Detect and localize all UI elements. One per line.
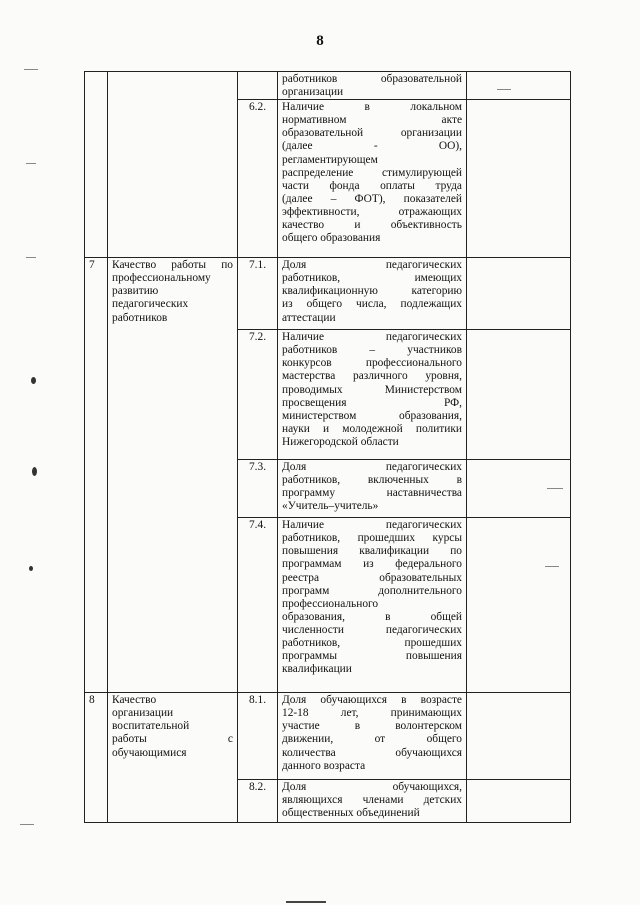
value-cell (467, 780, 571, 823)
description-line: общего образования (282, 232, 381, 245)
description-line: (далее - ОО), (282, 140, 462, 153)
description-line: работников, включенных в (282, 474, 462, 487)
sub-number: 7.4. (238, 518, 278, 693)
description-line: 12-18 лет, принимающих (282, 707, 462, 720)
description-line: регламентирующем (282, 153, 378, 166)
description-line: повышения квалификации по (282, 545, 462, 558)
indicator-line: профессиональному (112, 272, 211, 285)
page-number: 8 (316, 33, 324, 49)
description-line: работников образовательной (282, 73, 462, 85)
indicator-line: Качество работы по (112, 259, 233, 272)
description-line: науки и молодежной политики (282, 422, 462, 435)
criterion-description (278, 518, 467, 693)
description-line: организации (282, 86, 344, 99)
value-cell (467, 693, 571, 780)
value-cell (467, 72, 571, 100)
description-line: министерством образования, (282, 409, 462, 422)
indicator-line: организации (112, 707, 174, 720)
description-line: программам из федерального (282, 558, 462, 571)
description-line: эффективности, отражающих (282, 205, 462, 218)
description-line: профессионального (282, 597, 379, 610)
scan-mark (545, 566, 559, 567)
section-number: 8 (85, 693, 108, 823)
criterion-description (278, 258, 467, 330)
value-cell (467, 330, 571, 460)
description-line: просвещения РФ, (282, 396, 462, 409)
section-number (85, 72, 108, 258)
indicator-line: обучающимися (112, 746, 187, 759)
table-row (85, 258, 571, 330)
description-line: «Учитель–учитель» (282, 500, 379, 513)
scan-mark (286, 901, 326, 903)
sub-number: 8.2. (238, 780, 278, 823)
description-line: качество и объективность (282, 219, 462, 232)
sub-number: 7.1. (238, 258, 278, 330)
table-row (85, 72, 571, 100)
indicator-line: воспитательной (112, 720, 190, 733)
description-line: образования, в общей (282, 610, 462, 623)
scan-mark (547, 488, 563, 489)
description-line: работников, прошедших курсы (282, 532, 462, 545)
description-line: численности педагогических (282, 623, 462, 636)
description-line: мастерства различного уровня, (282, 370, 462, 383)
scan-speck (29, 566, 33, 571)
criterion-description (278, 780, 467, 823)
indicator-line: педагогических (112, 298, 189, 311)
scan-mark (497, 89, 511, 90)
criterion-description (278, 100, 467, 258)
section-number: 7 (85, 258, 108, 693)
description-line: (далее – ФОТ), показателей (282, 192, 462, 205)
scan-mark (26, 257, 36, 258)
description-line: квалификационную категорию (282, 285, 462, 298)
description-line: Доля обучающихся, (282, 781, 462, 794)
description-line: из общего числа, подлежащих (282, 298, 462, 311)
description-line: аттестации (282, 311, 336, 324)
criterion-description (278, 330, 467, 460)
scan-mark (26, 163, 36, 164)
description-line: конкурсов профессионального (282, 357, 462, 370)
indicator-line: работы с (112, 733, 233, 746)
section-indicator (108, 258, 238, 693)
value-cell (467, 258, 571, 330)
value-cell (467, 100, 571, 258)
description-line: движении, от общего (282, 733, 462, 746)
section-indicator (108, 693, 238, 823)
description-line: Наличие педагогических (282, 519, 462, 532)
description-line: общественных объединений (282, 807, 420, 820)
scan-mark (24, 69, 38, 70)
scan-speck (32, 467, 37, 476)
description-line: являющихся членами детских (282, 794, 462, 807)
sub-number: 7.3. (238, 460, 278, 518)
description-line: количества обучающихся (282, 746, 462, 759)
description-line: реестра образовательных (282, 571, 462, 584)
description-line: квалификации (282, 663, 352, 676)
scan-mark (20, 824, 34, 825)
description-line: нормативном акте (282, 114, 462, 127)
table-row (85, 693, 571, 780)
criterion-description (278, 72, 467, 100)
sub-number (238, 72, 278, 100)
description-line: работников, имеющих (282, 272, 462, 285)
description-line: данного возраста (282, 759, 366, 772)
description-line: работников – участников (282, 344, 462, 357)
indicator-line: развитию (112, 285, 159, 298)
description-line: Наличие в локальном (282, 101, 462, 114)
indicator-line: Качество (112, 694, 157, 707)
description-line: образовательной организации (282, 127, 462, 140)
sub-number: 7.2. (238, 330, 278, 460)
section-indicator (108, 72, 238, 258)
description-line: распределение стимулирующей (282, 166, 462, 179)
value-cell (467, 518, 571, 693)
description-line: Доля педагогических (282, 461, 462, 474)
sub-number: 8.1. (238, 693, 278, 780)
criterion-description (278, 693, 467, 780)
description-line: программы повышения (282, 650, 462, 663)
description-line: Доля педагогических (282, 259, 462, 272)
description-line: программ дополнительного (282, 584, 462, 597)
description-line: программу наставничества (282, 487, 462, 500)
scan-speck (31, 377, 36, 384)
description-line: работников, прошедших (282, 637, 462, 650)
description-line: Нижегородской области (282, 435, 399, 448)
description-line: участие в волонтерском (282, 720, 462, 733)
description-line: части фонда оплаты труда (282, 179, 462, 192)
description-line: Доля обучающихся в возрасте (282, 694, 462, 707)
sub-number: 6.2. (238, 100, 278, 258)
criteria-table (84, 71, 571, 823)
description-line: проводимых Министерством (282, 383, 462, 396)
criterion-description (278, 460, 467, 518)
indicator-line: работников (112, 311, 168, 324)
description-line: Наличие педагогических (282, 331, 462, 344)
